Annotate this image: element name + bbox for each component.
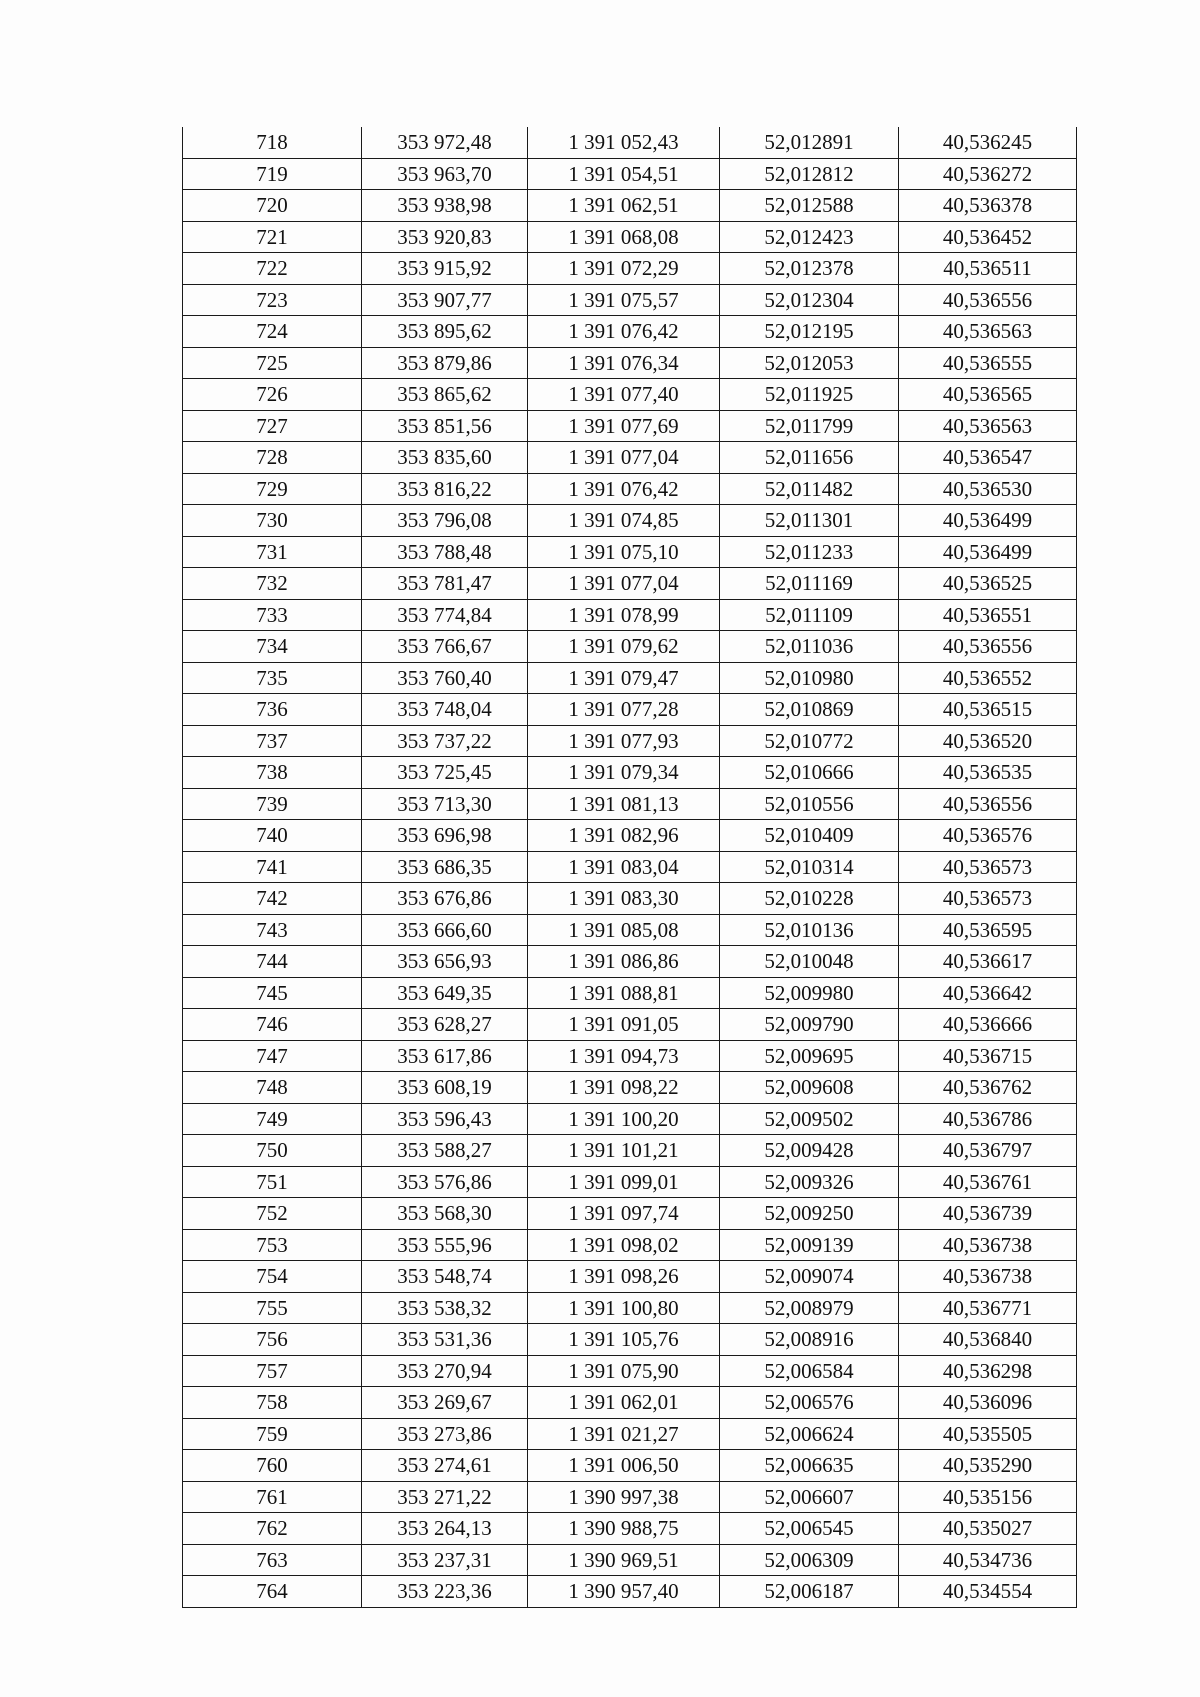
point-number-cell: 741 (183, 851, 362, 883)
y-coordinate-cell: 1 391 098,02 (528, 1229, 720, 1261)
longitude-cell: 40,536563 (899, 316, 1077, 348)
table-row (183, 725, 1077, 757)
latitude-cell: 52,006584 (720, 1355, 899, 1387)
point-number-cell: 750 (183, 1135, 362, 1167)
table-row (183, 914, 1077, 946)
x-coordinate-cell: 353 737,22 (362, 725, 528, 757)
table-row (183, 1544, 1077, 1576)
x-coordinate-cell: 353 273,86 (362, 1418, 528, 1450)
latitude-cell: 52,010228 (720, 883, 899, 915)
y-coordinate-cell: 1 391 075,90 (528, 1355, 720, 1387)
x-coordinate-cell: 353 895,62 (362, 316, 528, 348)
longitude-cell: 40,536096 (899, 1387, 1077, 1419)
longitude-cell: 40,536738 (899, 1229, 1077, 1261)
point-number-cell: 751 (183, 1166, 362, 1198)
latitude-cell: 52,009428 (720, 1135, 899, 1167)
point-number-cell: 736 (183, 694, 362, 726)
table-row (183, 851, 1077, 883)
table-row (183, 788, 1077, 820)
latitude-cell: 52,011233 (720, 536, 899, 568)
x-coordinate-cell: 353 835,60 (362, 442, 528, 474)
latitude-cell: 52,008979 (720, 1292, 899, 1324)
table-row (183, 473, 1077, 505)
table-row (183, 1009, 1077, 1041)
y-coordinate-cell: 1 391 076,34 (528, 347, 720, 379)
longitude-cell: 40,536511 (899, 253, 1077, 285)
point-number-cell: 754 (183, 1261, 362, 1293)
x-coordinate-cell: 353 851,56 (362, 410, 528, 442)
table-row (183, 1418, 1077, 1450)
point-number-cell: 724 (183, 316, 362, 348)
x-coordinate-cell: 353 725,45 (362, 757, 528, 789)
y-coordinate-cell: 1 391 101,21 (528, 1135, 720, 1167)
table-row (183, 158, 1077, 190)
x-coordinate-cell: 353 696,98 (362, 820, 528, 852)
point-number-cell: 738 (183, 757, 362, 789)
point-number-cell: 757 (183, 1355, 362, 1387)
table-row (183, 410, 1077, 442)
x-coordinate-cell: 353 269,67 (362, 1387, 528, 1419)
y-coordinate-cell: 1 391 082,96 (528, 820, 720, 852)
x-coordinate-cell: 353 713,30 (362, 788, 528, 820)
table-row (183, 347, 1077, 379)
y-coordinate-cell: 1 391 100,20 (528, 1103, 720, 1135)
point-number-cell: 752 (183, 1198, 362, 1230)
y-coordinate-cell: 1 391 079,34 (528, 757, 720, 789)
x-coordinate-cell: 353 766,67 (362, 631, 528, 663)
longitude-cell: 40,536551 (899, 599, 1077, 631)
longitude-cell: 40,536666 (899, 1009, 1077, 1041)
longitude-cell: 40,536499 (899, 505, 1077, 537)
longitude-cell: 40,536739 (899, 1198, 1077, 1230)
longitude-cell: 40,536840 (899, 1324, 1077, 1356)
table-row (183, 977, 1077, 1009)
longitude-cell: 40,534736 (899, 1544, 1077, 1576)
longitude-cell: 40,536245 (899, 127, 1077, 158)
latitude-cell: 52,009695 (720, 1040, 899, 1072)
x-coordinate-cell: 353 774,84 (362, 599, 528, 631)
y-coordinate-cell: 1 391 099,01 (528, 1166, 720, 1198)
longitude-cell: 40,536565 (899, 379, 1077, 411)
x-coordinate-cell: 353 568,30 (362, 1198, 528, 1230)
y-coordinate-cell: 1 391 076,42 (528, 316, 720, 348)
longitude-cell: 40,536452 (899, 221, 1077, 253)
x-coordinate-cell: 353 628,27 (362, 1009, 528, 1041)
y-coordinate-cell: 1 390 969,51 (528, 1544, 720, 1576)
y-coordinate-cell: 1 391 085,08 (528, 914, 720, 946)
longitude-cell: 40,534554 (899, 1576, 1077, 1608)
x-coordinate-cell: 353 972,48 (362, 127, 528, 158)
y-coordinate-cell: 1 391 088,81 (528, 977, 720, 1009)
x-coordinate-cell: 353 617,86 (362, 1040, 528, 1072)
point-number-cell: 762 (183, 1513, 362, 1545)
longitude-cell: 40,536715 (899, 1040, 1077, 1072)
point-number-cell: 759 (183, 1418, 362, 1450)
point-number-cell: 726 (183, 379, 362, 411)
y-coordinate-cell: 1 391 077,28 (528, 694, 720, 726)
latitude-cell: 52,011482 (720, 473, 899, 505)
point-number-cell: 743 (183, 914, 362, 946)
y-coordinate-cell: 1 391 062,51 (528, 190, 720, 222)
table-row (183, 820, 1077, 852)
y-coordinate-cell: 1 391 100,80 (528, 1292, 720, 1324)
latitude-cell: 52,011036 (720, 631, 899, 663)
longitude-cell: 40,536499 (899, 536, 1077, 568)
y-coordinate-cell: 1 391 079,62 (528, 631, 720, 663)
point-number-cell: 727 (183, 410, 362, 442)
x-coordinate-cell: 353 649,35 (362, 977, 528, 1009)
latitude-cell: 52,010869 (720, 694, 899, 726)
point-number-cell: 749 (183, 1103, 362, 1135)
y-coordinate-cell: 1 391 081,13 (528, 788, 720, 820)
longitude-cell: 40,536378 (899, 190, 1077, 222)
coordinates-table (182, 127, 1077, 1608)
y-coordinate-cell: 1 391 091,05 (528, 1009, 720, 1041)
latitude-cell: 52,010314 (720, 851, 899, 883)
table-row (183, 1292, 1077, 1324)
y-coordinate-cell: 1 391 021,27 (528, 1418, 720, 1450)
point-number-cell: 733 (183, 599, 362, 631)
table-row (183, 946, 1077, 978)
x-coordinate-cell: 353 264,13 (362, 1513, 528, 1545)
y-coordinate-cell: 1 391 079,47 (528, 662, 720, 694)
x-coordinate-cell: 353 907,77 (362, 284, 528, 316)
longitude-cell: 40,536738 (899, 1261, 1077, 1293)
y-coordinate-cell: 1 390 997,38 (528, 1481, 720, 1513)
y-coordinate-cell: 1 391 078,99 (528, 599, 720, 631)
table-row (183, 284, 1077, 316)
point-number-cell: 739 (183, 788, 362, 820)
x-coordinate-cell: 353 879,86 (362, 347, 528, 379)
latitude-cell: 52,010772 (720, 725, 899, 757)
point-number-cell: 722 (183, 253, 362, 285)
coordinates-table-body (183, 127, 1077, 1607)
table-row (183, 694, 1077, 726)
table-row (183, 190, 1077, 222)
y-coordinate-cell: 1 391 054,51 (528, 158, 720, 190)
point-number-cell: 745 (183, 977, 362, 1009)
x-coordinate-cell: 353 920,83 (362, 221, 528, 253)
table-row (183, 221, 1077, 253)
longitude-cell: 40,536556 (899, 631, 1077, 663)
y-coordinate-cell: 1 391 076,42 (528, 473, 720, 505)
y-coordinate-cell: 1 391 098,22 (528, 1072, 720, 1104)
point-number-cell: 734 (183, 631, 362, 663)
longitude-cell: 40,536530 (899, 473, 1077, 505)
x-coordinate-cell: 353 676,86 (362, 883, 528, 915)
latitude-cell: 52,011169 (720, 568, 899, 600)
point-number-cell: 763 (183, 1544, 362, 1576)
x-coordinate-cell: 353 596,43 (362, 1103, 528, 1135)
x-coordinate-cell: 353 781,47 (362, 568, 528, 600)
table-row (183, 1229, 1077, 1261)
point-number-cell: 753 (183, 1229, 362, 1261)
table-row (183, 1481, 1077, 1513)
latitude-cell: 52,010556 (720, 788, 899, 820)
longitude-cell: 40,536555 (899, 347, 1077, 379)
point-number-cell: 758 (183, 1387, 362, 1419)
longitude-cell: 40,536762 (899, 1072, 1077, 1104)
latitude-cell: 52,010980 (720, 662, 899, 694)
y-coordinate-cell: 1 390 957,40 (528, 1576, 720, 1608)
latitude-cell: 52,006635 (720, 1450, 899, 1482)
latitude-cell: 52,006545 (720, 1513, 899, 1545)
longitude-cell: 40,536298 (899, 1355, 1077, 1387)
longitude-cell: 40,536642 (899, 977, 1077, 1009)
longitude-cell: 40,536552 (899, 662, 1077, 694)
latitude-cell: 52,011799 (720, 410, 899, 442)
x-coordinate-cell: 353 576,86 (362, 1166, 528, 1198)
point-number-cell: 747 (183, 1040, 362, 1072)
x-coordinate-cell: 353 796,08 (362, 505, 528, 537)
y-coordinate-cell: 1 391 077,40 (528, 379, 720, 411)
latitude-cell: 52,012378 (720, 253, 899, 285)
longitude-cell: 40,536617 (899, 946, 1077, 978)
table-row (183, 1324, 1077, 1356)
latitude-cell: 52,012891 (720, 127, 899, 158)
table-row (183, 536, 1077, 568)
x-coordinate-cell: 353 938,98 (362, 190, 528, 222)
table-row (183, 757, 1077, 789)
point-number-cell: 761 (183, 1481, 362, 1513)
y-coordinate-cell: 1 391 006,50 (528, 1450, 720, 1482)
latitude-cell: 52,012812 (720, 158, 899, 190)
point-number-cell: 735 (183, 662, 362, 694)
y-coordinate-cell: 1 391 068,08 (528, 221, 720, 253)
longitude-cell: 40,536535 (899, 757, 1077, 789)
table-row (183, 316, 1077, 348)
y-coordinate-cell: 1 391 098,26 (528, 1261, 720, 1293)
y-coordinate-cell: 1 391 086,86 (528, 946, 720, 978)
latitude-cell: 52,006624 (720, 1418, 899, 1450)
y-coordinate-cell: 1 391 105,76 (528, 1324, 720, 1356)
latitude-cell: 52,010666 (720, 757, 899, 789)
table-row (183, 1135, 1077, 1167)
latitude-cell: 52,006607 (720, 1481, 899, 1513)
table-row (183, 631, 1077, 663)
x-coordinate-cell: 353 608,19 (362, 1072, 528, 1104)
x-coordinate-cell: 353 274,61 (362, 1450, 528, 1482)
latitude-cell: 52,009502 (720, 1103, 899, 1135)
latitude-cell: 52,012195 (720, 316, 899, 348)
table-row (183, 505, 1077, 537)
latitude-cell: 52,010409 (720, 820, 899, 852)
table-row (183, 127, 1077, 158)
x-coordinate-cell: 353 686,35 (362, 851, 528, 883)
latitude-cell: 52,012423 (720, 221, 899, 253)
table-row (183, 1261, 1077, 1293)
x-coordinate-cell: 353 963,70 (362, 158, 528, 190)
y-coordinate-cell: 1 391 077,69 (528, 410, 720, 442)
longitude-cell: 40,536556 (899, 284, 1077, 316)
x-coordinate-cell: 353 760,40 (362, 662, 528, 694)
latitude-cell: 52,009139 (720, 1229, 899, 1261)
x-coordinate-cell: 353 748,04 (362, 694, 528, 726)
point-number-cell: 729 (183, 473, 362, 505)
table-row (183, 1166, 1077, 1198)
latitude-cell: 52,009790 (720, 1009, 899, 1041)
x-coordinate-cell: 353 816,22 (362, 473, 528, 505)
table-row (183, 568, 1077, 600)
point-number-cell: 746 (183, 1009, 362, 1041)
latitude-cell: 52,011109 (720, 599, 899, 631)
point-number-cell: 760 (183, 1450, 362, 1482)
x-coordinate-cell: 353 538,32 (362, 1292, 528, 1324)
longitude-cell: 40,536520 (899, 725, 1077, 757)
x-coordinate-cell: 353 555,96 (362, 1229, 528, 1261)
table-row (183, 1513, 1077, 1545)
longitude-cell: 40,536563 (899, 410, 1077, 442)
table-row (183, 379, 1077, 411)
longitude-cell: 40,536576 (899, 820, 1077, 852)
x-coordinate-cell: 353 271,22 (362, 1481, 528, 1513)
point-number-cell: 731 (183, 536, 362, 568)
table-row (183, 662, 1077, 694)
x-coordinate-cell: 353 237,31 (362, 1544, 528, 1576)
table-row (183, 1040, 1077, 1072)
y-coordinate-cell: 1 391 097,74 (528, 1198, 720, 1230)
table-row (183, 1103, 1077, 1135)
longitude-cell: 40,535290 (899, 1450, 1077, 1482)
x-coordinate-cell: 353 531,36 (362, 1324, 528, 1356)
longitude-cell: 40,536786 (899, 1103, 1077, 1135)
longitude-cell: 40,536573 (899, 851, 1077, 883)
y-coordinate-cell: 1 391 062,01 (528, 1387, 720, 1419)
point-number-cell: 728 (183, 442, 362, 474)
latitude-cell: 52,012053 (720, 347, 899, 379)
latitude-cell: 52,006309 (720, 1544, 899, 1576)
y-coordinate-cell: 1 391 052,43 (528, 127, 720, 158)
longitude-cell: 40,536771 (899, 1292, 1077, 1324)
latitude-cell: 52,011301 (720, 505, 899, 537)
point-number-cell: 740 (183, 820, 362, 852)
latitude-cell: 52,009074 (720, 1261, 899, 1293)
table-row (183, 1198, 1077, 1230)
point-number-cell: 721 (183, 221, 362, 253)
x-coordinate-cell: 353 548,74 (362, 1261, 528, 1293)
latitude-cell: 52,010136 (720, 914, 899, 946)
table-row (183, 253, 1077, 285)
point-number-cell: 755 (183, 1292, 362, 1324)
y-coordinate-cell: 1 390 988,75 (528, 1513, 720, 1545)
point-number-cell: 756 (183, 1324, 362, 1356)
latitude-cell: 52,009250 (720, 1198, 899, 1230)
longitude-cell: 40,536573 (899, 883, 1077, 915)
point-number-cell: 718 (183, 127, 362, 158)
point-number-cell: 732 (183, 568, 362, 600)
table-row (183, 599, 1077, 631)
point-number-cell: 742 (183, 883, 362, 915)
x-coordinate-cell: 353 788,48 (362, 536, 528, 568)
latitude-cell: 52,009608 (720, 1072, 899, 1104)
point-number-cell: 748 (183, 1072, 362, 1104)
latitude-cell: 52,010048 (720, 946, 899, 978)
longitude-cell: 40,535505 (899, 1418, 1077, 1450)
y-coordinate-cell: 1 391 075,57 (528, 284, 720, 316)
x-coordinate-cell: 353 666,60 (362, 914, 528, 946)
x-coordinate-cell: 353 223,36 (362, 1576, 528, 1608)
table-row (183, 442, 1077, 474)
table-row (183, 1387, 1077, 1419)
y-coordinate-cell: 1 391 077,04 (528, 442, 720, 474)
longitude-cell: 40,536525 (899, 568, 1077, 600)
y-coordinate-cell: 1 391 094,73 (528, 1040, 720, 1072)
latitude-cell: 52,011656 (720, 442, 899, 474)
table-row (183, 1576, 1077, 1608)
table-row (183, 1072, 1077, 1104)
point-number-cell: 723 (183, 284, 362, 316)
y-coordinate-cell: 1 391 083,30 (528, 883, 720, 915)
longitude-cell: 40,536595 (899, 914, 1077, 946)
longitude-cell: 40,536761 (899, 1166, 1077, 1198)
x-coordinate-cell: 353 270,94 (362, 1355, 528, 1387)
point-number-cell: 725 (183, 347, 362, 379)
y-coordinate-cell: 1 391 072,29 (528, 253, 720, 285)
x-coordinate-cell: 353 865,62 (362, 379, 528, 411)
latitude-cell: 52,008916 (720, 1324, 899, 1356)
table-row (183, 883, 1077, 915)
point-number-cell: 744 (183, 946, 362, 978)
latitude-cell: 52,012588 (720, 190, 899, 222)
table-row (183, 1450, 1077, 1482)
longitude-cell: 40,536797 (899, 1135, 1077, 1167)
latitude-cell: 52,006576 (720, 1387, 899, 1419)
y-coordinate-cell: 1 391 083,04 (528, 851, 720, 883)
point-number-cell: 730 (183, 505, 362, 537)
point-number-cell: 719 (183, 158, 362, 190)
longitude-cell: 40,536556 (899, 788, 1077, 820)
latitude-cell: 52,006187 (720, 1576, 899, 1608)
y-coordinate-cell: 1 391 077,04 (528, 568, 720, 600)
latitude-cell: 52,012304 (720, 284, 899, 316)
latitude-cell: 52,009326 (720, 1166, 899, 1198)
latitude-cell: 52,011925 (720, 379, 899, 411)
longitude-cell: 40,536515 (899, 694, 1077, 726)
x-coordinate-cell: 353 588,27 (362, 1135, 528, 1167)
table-row (183, 1355, 1077, 1387)
longitude-cell: 40,535027 (899, 1513, 1077, 1545)
y-coordinate-cell: 1 391 075,10 (528, 536, 720, 568)
latitude-cell: 52,009980 (720, 977, 899, 1009)
longitude-cell: 40,536547 (899, 442, 1077, 474)
point-number-cell: 764 (183, 1576, 362, 1608)
longitude-cell: 40,536272 (899, 158, 1077, 190)
point-number-cell: 737 (183, 725, 362, 757)
longitude-cell: 40,535156 (899, 1481, 1077, 1513)
point-number-cell: 720 (183, 190, 362, 222)
x-coordinate-cell: 353 656,93 (362, 946, 528, 978)
y-coordinate-cell: 1 391 074,85 (528, 505, 720, 537)
y-coordinate-cell: 1 391 077,93 (528, 725, 720, 757)
x-coordinate-cell: 353 915,92 (362, 253, 528, 285)
